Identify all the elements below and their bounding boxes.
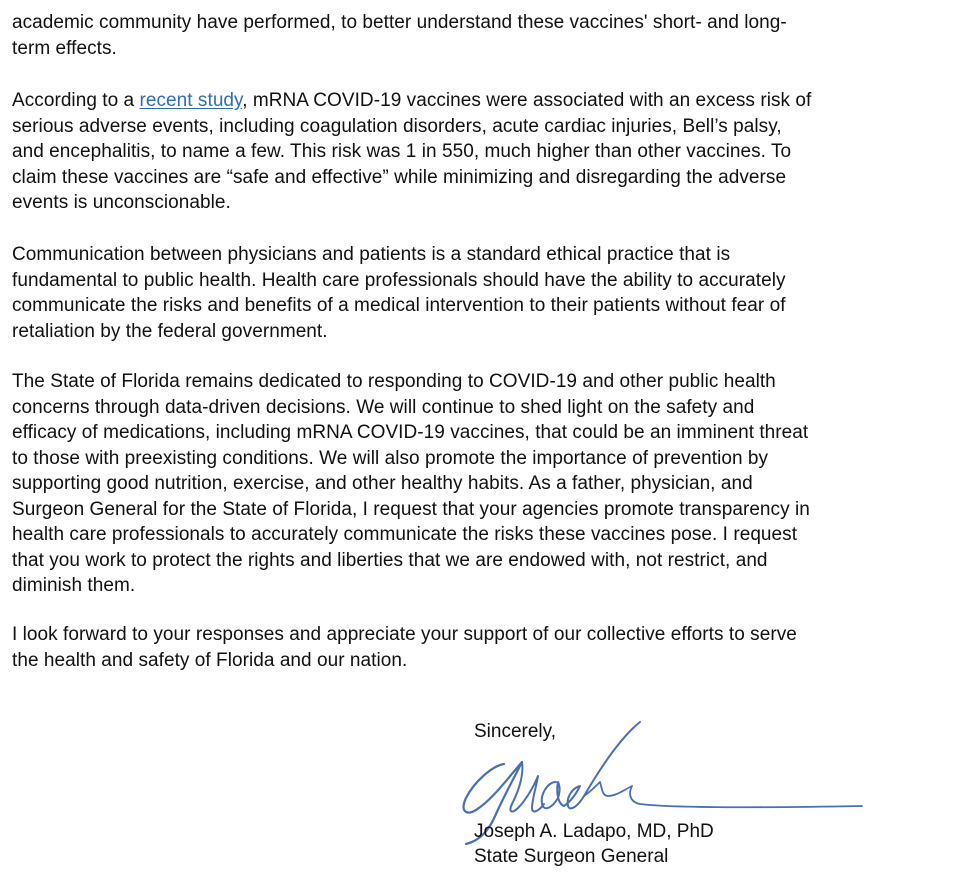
text-line: that you work to protect the rights and liberties that we are endowed with, not restrict, and	[12, 549, 768, 571]
text-line: Communication between physicians and patients is a standard ethical practice that is	[12, 244, 731, 265]
text-line: the health and safety of Florida and our nation.	[12, 649, 408, 671]
text-line: retaliation by the federal government.	[12, 320, 328, 342]
text-line: term effects.	[12, 37, 117, 59]
text-line: Surgeon General for the State of Florida, I request that your agencies promote transparency in	[12, 498, 810, 520]
paragraph-1	[12, 10, 952, 61]
text-line: to those with preexisting conditions. We will also promote the importance of prevention by	[12, 447, 769, 469]
text-line: The State of Florida remains dedicated to responding to COVID-19 and other public health	[12, 371, 776, 392]
text-line: communicate the risks and benefits of a medical intervention to their patients without fear of	[12, 295, 786, 316]
text-line: claim these vaccines are “safe and effective” while minimizing and disregarding the adverse	[12, 166, 787, 188]
text-fragment: , mRNA COVID-19 vaccines were associated with an excess risk of	[242, 90, 812, 111]
closing-salutation: Sincerely,	[474, 721, 557, 742]
signer-name: Joseph A. Ladapo, MD, PhD	[474, 821, 714, 842]
text-line: events is unconscionable.	[12, 192, 231, 213]
paragraph-5	[12, 622, 952, 673]
text-line: efficacy of medications, including mRNA COVID-19 vaccines, that could be an imminent threat	[12, 422, 809, 443]
text-line: fundamental to public health. Health care professionals should have the ability to accurately	[12, 269, 786, 291]
text-line: diminish them.	[12, 575, 136, 596]
paragraph-4	[12, 369, 952, 599]
text-fragment: According to a	[12, 90, 140, 111]
text-line	[12, 88, 952, 114]
text-line: supporting good nutrition, exercise, and other healthy habits. As a father, physician, and	[12, 473, 753, 494]
paragraph-3	[12, 242, 952, 344]
signer-block	[474, 819, 714, 869]
text-line: and encephalitis, to name a few. This risk was 1 in 550, much higher than other vaccines. To	[12, 141, 792, 162]
text-line: concerns through data-driven decisions. We will continue to shed light on the safety and	[12, 396, 755, 418]
recent-study-link[interactable]: recent study	[139, 90, 243, 111]
text-line: serious adverse events, including coagulation disorders, acute cardiac injuries, Bell’s palsy,	[12, 115, 782, 137]
signer-title: State Surgeon General	[474, 846, 669, 867]
text-line: I look forward to your responses and appreciate your support of our collective efforts to serve	[12, 624, 797, 645]
text-line: academic community have performed, to better understand these vaccines' short- and long-	[12, 12, 787, 33]
text-line: health care professionals to accurately communicate the risks these vaccines pose. I request	[12, 524, 798, 545]
paragraph-2	[12, 88, 952, 216]
